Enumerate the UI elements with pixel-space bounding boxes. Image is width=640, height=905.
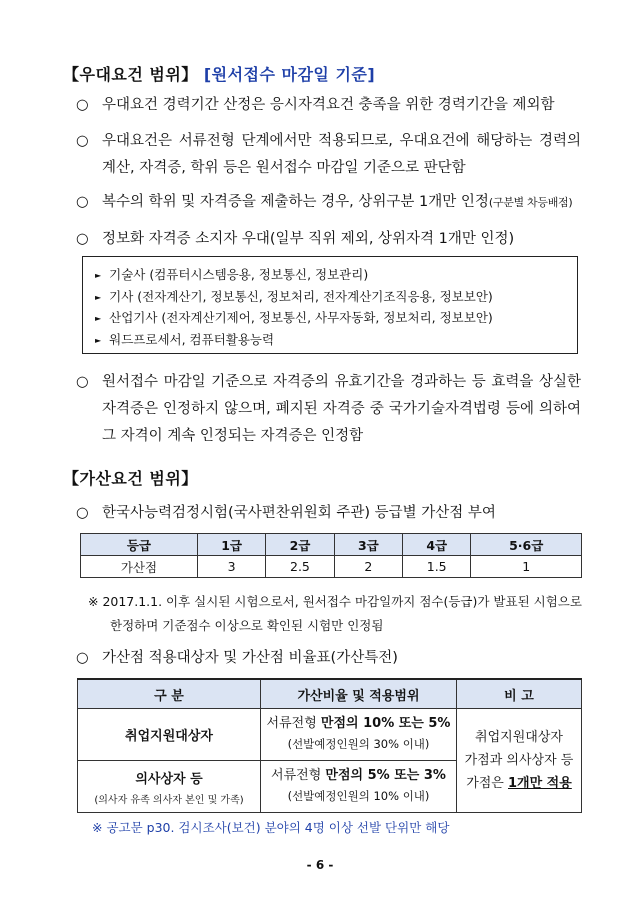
table-cell: 가산점 [81,556,198,578]
table-header-cell: 비 고 [457,679,582,709]
bullet-item [76,500,581,527]
table-row [81,556,582,578]
table-cell: 2 [334,556,402,578]
circle-bullet-icon: ○ [76,505,89,521]
triangle-bullet-icon: ► [95,314,102,323]
certificate-item: ► 워드프로세서, 컴퓨터활용능력 [95,331,275,347]
certificate-item: ► 산업기사 (전자계산기제어, 정보통신, 사무자동화, 정보처리, 정보보안) [95,310,493,325]
table-header-cell: 4급 [403,534,471,556]
bullet-item [76,226,581,253]
certificate-item: ► 기술사 (컴퓨터시스템응용, 정보통신, 정보관리) [95,267,369,282]
bullet-item [76,369,581,450]
grade-note: ※ 2017.1.1. 이후 실시된 시험으로서, 원서접수 마감일까지 점수(등급)가 발표된 시험으로 한정하며 기준점수 이상으로 확인된 시험만 인정됨 [88,594,582,633]
table-header-cell: 가산비율 및 적용범위 [261,679,457,709]
ratio-cell: 서류전형 만점의 10% 또는 5% (선발예정인원의 30% 이내) [261,709,457,761]
ratio-cell: 서류전형 만점의 5% 또는 3% (선발예정인원의 10% 이내) [261,761,457,813]
bullet-item [76,189,581,216]
table-header-cell: 3급 [334,534,402,556]
table-header-row [81,534,582,556]
bullet-note: (구분별 차등배점) [488,196,573,209]
category-cell: 의사상자 등 (의사자 유족 의사자 본인 및 가족) [78,761,261,813]
triangle-bullet-icon: ► [95,271,102,280]
circle-bullet-icon: ○ [76,97,89,113]
heading-label: 【가산요건 범위】 [63,469,198,488]
grade-bonus-table [80,533,582,578]
table-header-cell: 1급 [197,534,265,556]
bullet-item [76,645,581,672]
table-cell: 1.5 [403,556,471,578]
remark-cell: 취업지원대상자 가점과 의사상자 등 가점은 1개만 적용 [457,709,582,813]
certificate-list-box [82,256,578,354]
table-cell: 2.5 [266,556,334,578]
circle-bullet-icon: ○ [76,194,89,210]
table-header-row [78,679,582,709]
circle-bullet-icon: ○ [76,374,89,390]
bullet-text: 가산점 적용대상자 및 가산점 비율표(가산특전) [102,650,398,666]
circle-bullet-icon: ○ [76,231,89,247]
table-header-cell: 구 분 [78,679,261,709]
table-header-cell: 5·6급 [471,534,582,556]
bullet-item [76,92,581,119]
bullet-text: 원서접수 마감일 기준으로 자격증의 유효기간을 경과하는 등 효력을 상실한 자격증은 인정하지 않으며, 폐지된 자격증 중 국가기술자격법령 등에 의하여 그 자격이 계속 인정되는 자격증은 인정함 [102,374,581,444]
bullet-text: 정보화 자격증 소지자 우대(일부 직위 제외, 상위자격 1개만 인정) [102,231,515,247]
circle-bullet-icon: ○ [76,650,89,666]
heading-sub-label: [원서접수 마감일 기준] [203,65,376,84]
certificate-item: ► 기사 (전자계산기, 정보통신, 정보처리, 전자계산기조직응용, 정보보안) [95,288,493,304]
circle-bullet-icon: ○ [76,133,89,149]
bullet-item [76,128,581,182]
section-heading-bonus [63,466,198,489]
bullet-text: 복수의 학위 및 자격증을 제출하는 경우, 상위구분 1개만 인정 [102,194,489,210]
bullet-text: 한국사능력검정시험(국사편찬위원회 주관) 등급별 가산점 부여 [102,505,496,521]
bullet-text: 우대요건 경력기간 산정은 응시자격요건 충족을 위한 경력기간을 제외함 [102,97,555,113]
footnote: ※ 공고문 p30. 검시조사(보건) 분야의 4명 이상 선발 단위만 해당 [92,820,450,835]
section-heading-preference [63,62,375,85]
bonus-ratio-table [77,678,582,813]
table-cell: 1 [471,556,582,578]
table-cell: 3 [197,556,265,578]
triangle-bullet-icon: ► [95,335,102,345]
category-cell: 취업지원대상자 [78,709,261,761]
triangle-bullet-icon: ► [95,292,102,302]
page-number: - 6 - [306,858,334,872]
table-row [78,709,582,761]
bullet-text: 우대요건은 서류전형 단계에서만 적용되므로, 우대요건에 해당하는 경력의 계산, 자격증, 학위 등은 원서접수 마감일 기준으로 판단함 [102,133,581,176]
heading-label: 【우대요건 범위】 [63,65,198,84]
table-header-cell: 등급 [81,534,198,556]
table-header-cell: 2급 [266,534,334,556]
